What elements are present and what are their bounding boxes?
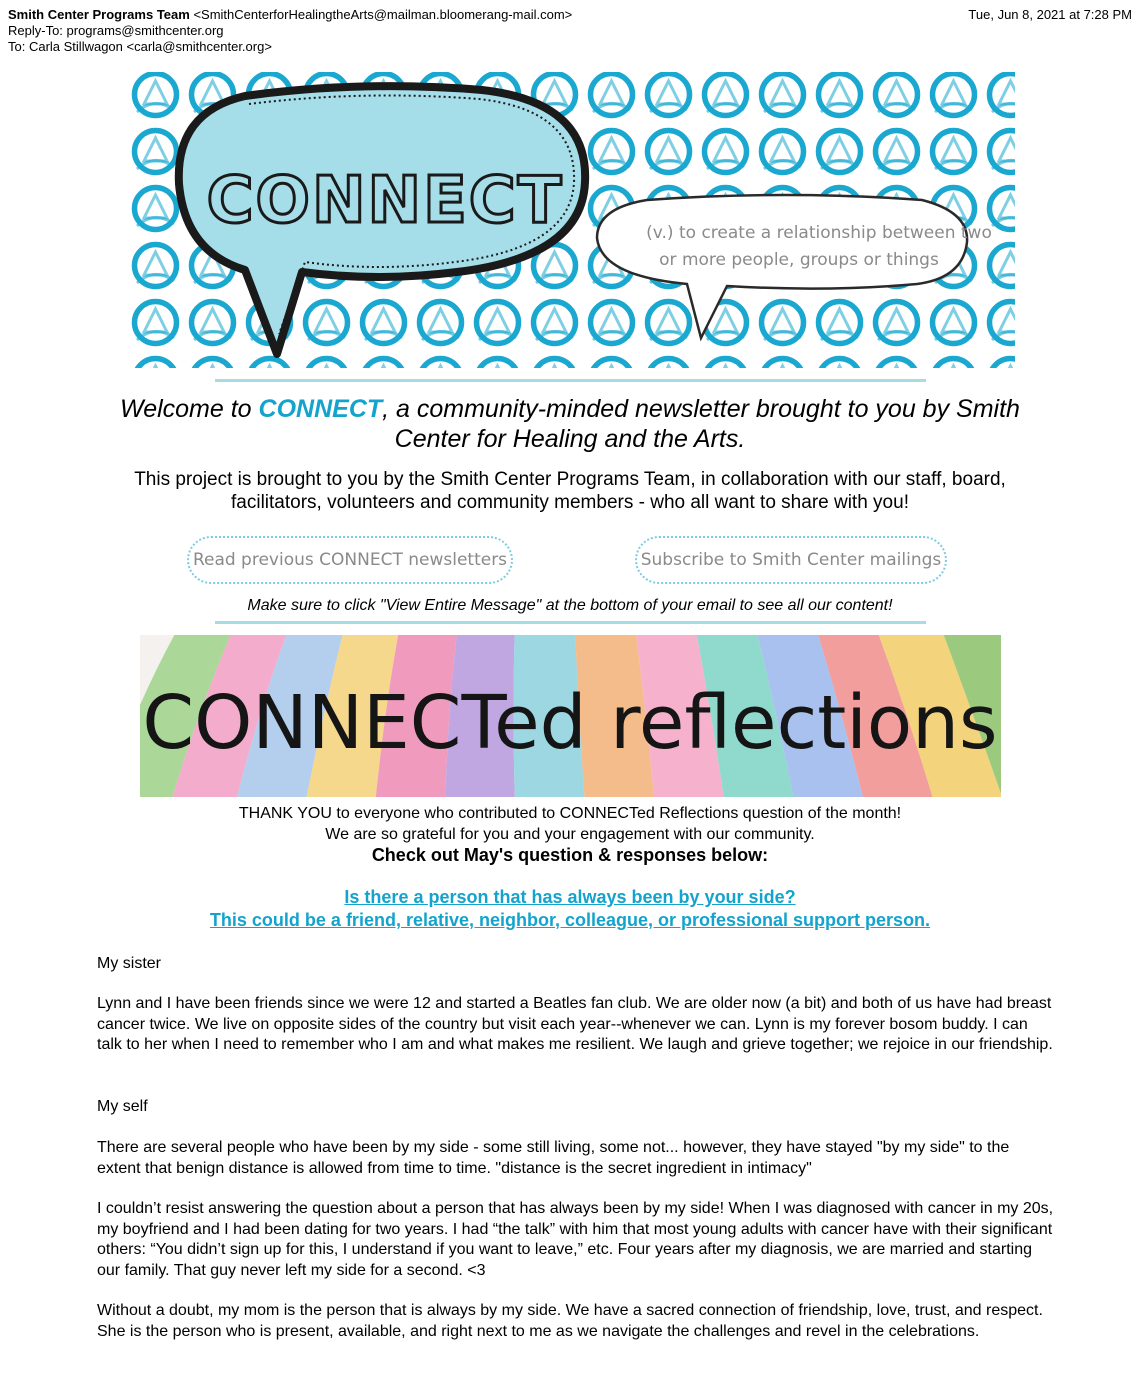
response-3: My self	[97, 1098, 148, 1115]
welcome-accent: CONNECT	[258, 395, 383, 423]
email-header	[8, 7, 1132, 55]
banner-definition-line1: (v.) to create a relationship between two	[646, 223, 992, 243]
divider-bottom	[215, 621, 926, 624]
sender-name[interactable]: Smith Center Programs Team	[8, 7, 190, 22]
thanks-line2: We are so grateful for you and your engagement with our community.	[325, 826, 815, 843]
reflections-banner	[140, 635, 1001, 797]
subscribe-mailings-button[interactable]: Subscribe to Smith Center mailings	[635, 536, 947, 584]
response-5: I couldn’t resist answering the question about a person that has always been by my side! When I was diagnosed with cancer in my 20s, my boyfriend and I had been dating for two years. I had “the talk” with him that most young adults with cancer have with their significant others: “You didn’t sign up for this, I understand if you want to leave,” etc. Four years after my diagnosis, we are married and starting our family. That guy never left my side for a second. <3	[97, 1200, 1054, 1279]
question-link-line2[interactable]: This could be a friend, relative, neighbor, colleague, or professional support person.	[209, 910, 931, 930]
banner-definition-line2: or more people, groups or things	[659, 250, 939, 270]
intro-text: This project is brought to you by the Smith Center Programs Team, in collaboration with our staff, board, facilitators, volunteers and community members - who all want to share with you!	[134, 469, 1006, 513]
response-6: Without a doubt, my mom is the person that is always by my side. We have a sacred connection of friendship, love, trust, and respect. She is the person who is present, available, and right next to me as we navigate the challenges and revel in the celebrations.	[97, 1302, 1043, 1340]
response-4: There are several people who have been by my side - some still living, some not... however, they have stayed "by my side" to the extent that benign distance is allowed from time to time. "distance is the secret ingredient in intimacy"	[97, 1139, 1010, 1177]
thanks-line1: THANK YOU to everyone who contributed to CONNECTed Reflections question of the month!	[238, 805, 902, 822]
banner-title: CONNECT	[206, 164, 564, 238]
read-previous-newsletters-button[interactable]: Read previous CONNECT newsletters	[187, 536, 513, 584]
thanks-block	[100, 803, 1040, 866]
from-line	[8, 7, 1132, 23]
welcome-prefix: Welcome to	[120, 395, 259, 423]
question-link-line1[interactable]: Is there a person that has always been by your side?	[344, 887, 796, 907]
response-2: Lynn and I have been friends since we were 12 and started a Beatles fan club. We are older now (a bit) and both of us have had breast cancer twice. We live on opposite sides of the country but visit each year--whenever we can. Lynn is my forever bosom buddy. I can talk to her when I need to remember who I am and what makes me resilient. We laugh and grieve together; we rejoice in our friendship.	[97, 995, 1053, 1053]
view-entire-message-note: Make sure to click "View Entire Message" at the bottom of your email to see all our content!	[247, 597, 893, 614]
thanks-line3: Check out May's question & responses below:	[371, 845, 769, 865]
connect-banner-art	[127, 72, 1015, 368]
welcome-suffix: , a community-minded newsletter brought to you by Smith Center for Healing and the Arts.	[382, 395, 1020, 453]
reply-to-line: Reply-To: programs@smithcenter.org	[8, 23, 224, 38]
monthly-question	[80, 886, 1060, 932]
connect-banner	[127, 72, 1015, 368]
welcome-heading	[90, 394, 1050, 454]
email-date: Tue, Jun 8, 2021 at 7:28 PM	[968, 7, 1132, 22]
sender-address: <SmithCenterforHealingtheArts@mailman.bloomerang-mail.com>	[193, 7, 573, 22]
to-line: To: Carla Stillwagon <carla@smithcenter.org>	[8, 39, 272, 54]
reflections-banner-art	[140, 635, 1001, 797]
divider-top	[215, 379, 926, 382]
response-1: My sister	[97, 955, 161, 972]
reflections-title: CONNECTed reflections	[142, 680, 998, 766]
